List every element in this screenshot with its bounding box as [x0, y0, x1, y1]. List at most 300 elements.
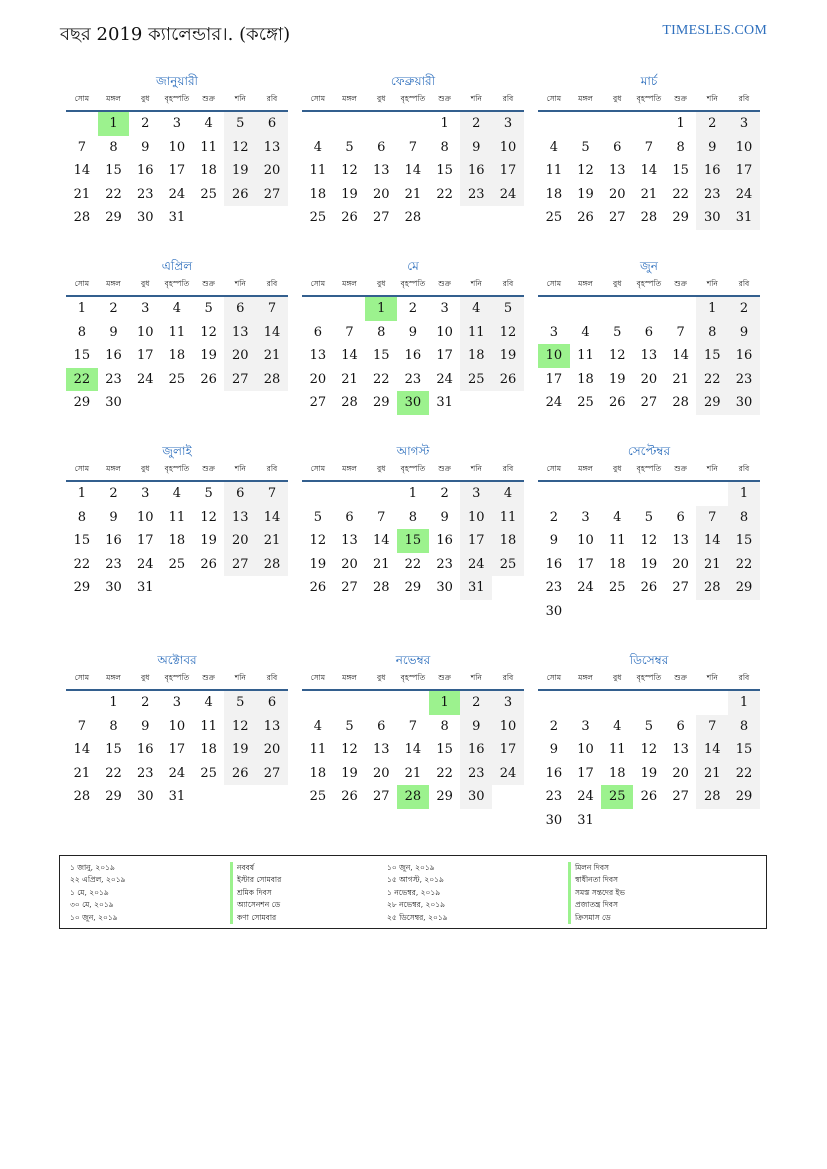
day-cell: 25: [168, 556, 186, 572]
day-cell: 29: [672, 210, 689, 225]
weekend-day-cell: 12: [492, 321, 524, 345]
day-cell: 21: [341, 371, 358, 387]
week-row: [302, 691, 524, 715]
weekend-day-cell: 26: [492, 368, 524, 392]
weekday-label: শনি: [706, 464, 718, 473]
weekday-header: [302, 460, 524, 482]
weekend-day-cell: 17: [492, 159, 524, 183]
week-row: [66, 738, 288, 762]
day-cell: 17: [136, 533, 154, 548]
weekend-day-cell: 12: [224, 715, 256, 739]
holiday-day-cell: 30: [397, 391, 429, 415]
day-cell: 27: [672, 580, 689, 595]
week-row: [538, 553, 760, 577]
month-name: জুন: [640, 259, 658, 273]
week-row: [66, 368, 288, 392]
empty-day-cell: [334, 297, 366, 321]
empty-day-cell: [460, 391, 492, 415]
weekend-day-cell: 13: [224, 506, 256, 530]
weekend-day-cell: 1: [696, 297, 728, 321]
month-name: জানুয়ারী: [156, 74, 198, 88]
day-cell: 10: [436, 324, 453, 340]
day-cell: 11: [608, 742, 626, 757]
empty-day-cell: [665, 600, 697, 624]
week-row: [66, 762, 288, 786]
day-cell: 16: [136, 163, 154, 178]
day-cell: 13: [341, 533, 358, 548]
weekend-day-cell: 3: [492, 112, 524, 136]
weekend-day-cell: 15: [728, 738, 760, 762]
day-cell: 27: [341, 580, 358, 595]
week-row: [66, 482, 288, 506]
day-cell: 13: [608, 163, 626, 178]
day-cell: 26: [200, 371, 217, 387]
day-cell: 14: [404, 742, 422, 757]
week-row: [538, 529, 760, 553]
legend-date: ১ মে, ২০১৯: [70, 887, 109, 897]
empty-day-cell: [193, 785, 225, 809]
day-cell: 19: [608, 371, 626, 387]
day-cell: 19: [341, 765, 358, 781]
empty-day-cell: [224, 576, 256, 600]
legend-holiday-name: কণা সোমবার: [230, 912, 281, 924]
day-cell: 11: [309, 742, 327, 757]
day-cell: 20: [372, 765, 390, 781]
legend-date: ১৫ আগস্ট, ২০১৯: [387, 875, 444, 885]
empty-day-cell: [696, 691, 728, 715]
week-row: [302, 321, 524, 345]
weekday-label: শনি: [234, 464, 246, 473]
weekday-label: রবি: [266, 673, 278, 682]
weekend-day-cell: 6: [256, 112, 288, 136]
weekend-day-cell: 31: [460, 576, 492, 600]
day-cell: 17: [436, 348, 453, 363]
day-cell: 14: [640, 163, 658, 178]
week-row: [538, 136, 760, 160]
weekday-label: বৃহস্পতি: [636, 464, 662, 473]
weekday-label: রবি: [502, 673, 514, 682]
weekday-label: সোম: [546, 464, 562, 473]
weekday-label: বুধ: [141, 94, 150, 103]
weekday-label: রবি: [738, 464, 750, 473]
empty-day-cell: [601, 600, 633, 624]
day-cell: 14: [672, 348, 689, 363]
week-row: [538, 715, 760, 739]
day-cell: 24: [577, 789, 594, 804]
weekend-day-cell: 14: [696, 529, 728, 553]
week-row: [538, 738, 760, 762]
week-row: [66, 297, 288, 321]
day-cell: 11: [545, 163, 563, 178]
day-cell: 22: [372, 371, 390, 387]
weekday-label: মঙ্গল: [106, 673, 121, 682]
day-cell: 8: [109, 718, 118, 734]
weekend-day-cell: 6: [224, 482, 256, 506]
empty-day-cell: [538, 297, 570, 321]
day-cell: 28: [404, 210, 422, 225]
weekend-day-cell: 19: [224, 159, 256, 183]
day-cell: 5: [204, 301, 213, 316]
month-name: সেপ্টেম্বর: [627, 444, 671, 458]
weekday-label: সোম: [74, 673, 90, 682]
weekday-label: শনি: [706, 279, 718, 288]
empty-day-cell: [570, 600, 602, 624]
weekend-day-cell: 18: [460, 344, 492, 368]
week-row: [302, 344, 524, 368]
weekday-label: বুধ: [613, 464, 622, 473]
holiday-day-cell: 10: [538, 344, 570, 368]
weekday-label: মঙ্গল: [106, 464, 121, 473]
weekday-label: রবি: [738, 673, 750, 682]
weekday-label: সোম: [74, 464, 90, 473]
empty-day-cell: [224, 391, 256, 415]
day-cell: 2: [440, 486, 449, 501]
week-row: [302, 738, 524, 762]
day-cell: 28: [372, 580, 390, 595]
weekday-label: সোম: [74, 279, 90, 288]
empty-day-cell: [538, 482, 570, 506]
empty-day-cell: [492, 785, 524, 809]
weekday-header: [538, 669, 760, 691]
day-cell: 18: [200, 742, 217, 757]
month-calendar: [66, 651, 288, 809]
day-cell: 11: [309, 163, 327, 178]
day-cell: 12: [640, 742, 658, 757]
brand-link[interactable]: TIMESLES.COM: [662, 23, 767, 38]
weekday-header: [302, 90, 524, 112]
day-cell: 18: [168, 533, 186, 548]
day-cell: 15: [372, 348, 390, 363]
day-cell: 27: [672, 789, 689, 804]
month-calendar: [302, 651, 524, 809]
empty-day-cell: [696, 482, 728, 506]
empty-day-cell: [601, 691, 633, 715]
day-cell: 7: [408, 139, 418, 155]
day-cell: 8: [77, 324, 86, 340]
holiday-day-cell: 15: [397, 529, 429, 553]
week-row: [538, 344, 760, 368]
weekend-day-cell: 30: [696, 206, 728, 230]
day-cell: 5: [313, 509, 322, 525]
empty-day-cell: [460, 206, 492, 230]
weekday-label: সোম: [546, 673, 562, 682]
day-cell: 5: [613, 324, 622, 340]
week-row: [302, 785, 524, 809]
week-row: [302, 715, 524, 739]
day-cell: 18: [200, 163, 217, 178]
weekday-label: মঙ্গল: [578, 464, 593, 473]
weekend-day-cell: 27: [256, 183, 288, 207]
day-cell: 30: [105, 395, 122, 410]
weekend-day-cell: 7: [696, 715, 728, 739]
weekend-day-cell: 24: [492, 762, 524, 786]
empty-day-cell: [492, 391, 524, 415]
legend-date: ২২ এপ্রিল, ২০১৯: [70, 875, 126, 885]
day-cell: 5: [345, 718, 354, 734]
day-cell: 31: [168, 789, 186, 804]
day-cell: 26: [577, 210, 594, 225]
empty-day-cell: [256, 785, 288, 809]
day-cell: 13: [672, 533, 689, 548]
month-name: অক্টোবর: [157, 653, 197, 667]
day-cell: 7: [676, 324, 685, 340]
empty-day-cell: [633, 691, 665, 715]
weekend-day-cell: 9: [696, 136, 728, 160]
day-cell: 4: [204, 695, 213, 710]
legend-holiday-name: অ্যাসেনশন ডে: [230, 899, 281, 911]
weekday-label: রবি: [738, 94, 750, 103]
weekend-day-cell: 16: [460, 738, 492, 762]
day-cell: 3: [141, 486, 150, 501]
day-cell: 20: [309, 371, 327, 387]
weekend-day-cell: 7: [696, 506, 728, 530]
week-row: [66, 206, 288, 230]
empty-day-cell: [429, 206, 461, 230]
weekday-label: মঙ্গল: [106, 279, 121, 288]
weekend-day-cell: 9: [460, 136, 492, 160]
holiday-day-cell: 25: [601, 785, 633, 809]
day-cell: 24: [168, 765, 186, 781]
day-cell: 15: [73, 348, 91, 363]
weekday-label: রবি: [502, 94, 514, 103]
week-row: [538, 576, 760, 600]
month-calendar: [302, 442, 524, 600]
weekend-day-cell: 27: [224, 368, 256, 392]
empty-day-cell: [334, 482, 366, 506]
weekday-header: [66, 90, 288, 112]
weekend-day-cell: 8: [728, 715, 760, 739]
weekend-day-cell: 31: [728, 206, 760, 230]
legend-holiday-name: শ্রমিক দিবস: [230, 887, 281, 899]
day-cell: 28: [73, 210, 91, 225]
holiday-day-cell: 1: [98, 112, 130, 136]
day-cell: 18: [608, 765, 626, 781]
day-cell: 24: [168, 186, 186, 202]
empty-day-cell: [224, 785, 256, 809]
day-cell: 12: [640, 533, 658, 548]
weekend-day-cell: 6: [224, 297, 256, 321]
weekend-day-cell: 23: [728, 368, 760, 392]
month-calendar: [538, 72, 760, 230]
day-cell: 21: [73, 186, 91, 202]
day-cell: 16: [545, 765, 563, 781]
day-cell: 9: [408, 324, 418, 340]
empty-day-cell: [633, 112, 665, 136]
day-cell: 29: [436, 789, 453, 804]
weekday-label: শনি: [234, 279, 246, 288]
day-cell: 21: [672, 371, 689, 387]
legend-date: ২৫ ডিসেম্বর, ২০১৯: [387, 912, 448, 922]
empty-day-cell: [665, 297, 697, 321]
week-row: [538, 368, 760, 392]
weekend-day-cell: 10: [460, 506, 492, 530]
day-cell: 7: [345, 324, 354, 340]
weekend-day-cell: 5: [492, 297, 524, 321]
day-cell: 15: [105, 742, 122, 757]
day-cell: 30: [105, 580, 122, 595]
week-row: [66, 183, 288, 207]
empty-day-cell: [397, 691, 429, 715]
empty-day-cell: [256, 391, 288, 415]
weekday-label: বুধ: [377, 94, 386, 103]
empty-day-cell: [256, 206, 288, 230]
weekend-day-cell: 10: [728, 136, 760, 160]
empty-day-cell: [334, 112, 366, 136]
week-row: [66, 112, 288, 136]
empty-day-cell: [365, 112, 397, 136]
empty-day-cell: [570, 112, 602, 136]
weekday-label: শুক্র: [674, 464, 687, 473]
week-row: [66, 344, 288, 368]
day-cell: 4: [172, 486, 182, 501]
day-cell: 29: [105, 789, 122, 804]
weekend-day-cell: 3: [492, 691, 524, 715]
day-cell: 16: [105, 533, 122, 548]
day-cell: 8: [676, 139, 685, 155]
weekend-day-cell: 5: [224, 691, 256, 715]
day-cell: 26: [608, 395, 626, 410]
weekend-day-cell: 14: [256, 321, 288, 345]
day-cell: 27: [309, 395, 327, 410]
weekday-label: শনি: [470, 464, 482, 473]
weekday-label: রবি: [502, 279, 514, 288]
day-cell: 19: [640, 765, 658, 781]
day-cell: 31: [577, 812, 594, 828]
weekend-day-cell: 26: [224, 762, 256, 786]
day-cell: 11: [200, 139, 217, 155]
day-cell: 29: [73, 395, 91, 410]
day-cell: 15: [105, 163, 122, 178]
weekday-label: বৃহস্পতি: [636, 94, 662, 103]
holiday-legend: [59, 855, 767, 929]
weekend-day-cell: 29: [728, 785, 760, 809]
day-cell: 18: [608, 556, 626, 572]
day-cell: 17: [136, 348, 154, 363]
day-cell: 31: [136, 580, 154, 595]
day-cell: 3: [549, 324, 558, 340]
day-cell: 8: [109, 139, 118, 155]
weekend-day-cell: 7: [256, 482, 288, 506]
weekday-label: বুধ: [613, 673, 622, 682]
week-row: [66, 529, 288, 553]
day-cell: 22: [672, 186, 689, 202]
day-cell: 17: [545, 371, 563, 387]
day-cell: 25: [545, 210, 563, 225]
day-cell: 12: [577, 163, 594, 178]
weekday-label: বৃহস্পতি: [164, 673, 190, 682]
empty-day-cell: [665, 482, 697, 506]
weekend-day-cell: 16: [728, 344, 760, 368]
day-cell: 5: [345, 139, 354, 155]
weekend-day-cell: 11: [460, 321, 492, 345]
day-cell: 18: [309, 186, 327, 202]
day-cell: 29: [372, 395, 390, 410]
day-cell: 20: [672, 556, 689, 572]
day-cell: 21: [73, 765, 91, 781]
weekend-day-cell: 23: [696, 183, 728, 207]
day-cell: 10: [168, 718, 186, 734]
weekday-label: বৃহস্পতি: [636, 279, 662, 288]
empty-day-cell: [601, 482, 633, 506]
day-cell: 11: [577, 348, 594, 363]
weekday-label: শুক্র: [674, 673, 687, 682]
weekend-day-cell: 8: [696, 321, 728, 345]
weekend-day-cell: 30: [460, 785, 492, 809]
day-cell: 15: [73, 533, 91, 548]
day-cell: 15: [436, 742, 453, 757]
weekday-label: শনি: [706, 673, 718, 682]
weekday-label: শনি: [234, 94, 246, 103]
weekday-header: [66, 669, 288, 691]
legend-holiday-name: প্রজাতন্ত্র দিবস: [568, 899, 625, 911]
month-name: ডিসেম্বর: [629, 653, 669, 667]
day-cell: 4: [549, 139, 558, 155]
weekday-label: শুক্র: [202, 673, 215, 682]
weekend-day-cell: 21: [256, 529, 288, 553]
month-name: এপ্রিল: [161, 259, 193, 273]
day-cell: 12: [341, 742, 358, 757]
weekday-label: বৃহস্পতি: [164, 464, 190, 473]
day-cell: 19: [309, 556, 327, 572]
weekend-day-cell: 20: [224, 344, 256, 368]
day-cell: 10: [577, 533, 594, 548]
legend-date: ১ নভেম্বর, ২০১৯: [387, 887, 441, 897]
day-cell: 25: [200, 186, 217, 202]
empty-day-cell: [538, 112, 570, 136]
day-cell: 20: [608, 186, 626, 202]
weekend-day-cell: 11: [492, 506, 524, 530]
empty-day-cell: [696, 600, 728, 624]
day-cell: 21: [404, 765, 422, 781]
holiday-day-cell: 22: [66, 368, 98, 392]
day-cell: 12: [341, 163, 358, 178]
weekend-day-cell: 30: [728, 391, 760, 415]
weekend-day-cell: 16: [460, 159, 492, 183]
day-cell: 4: [581, 324, 590, 340]
weekend-day-cell: 21: [696, 553, 728, 577]
empty-day-cell: [193, 576, 225, 600]
empty-day-cell: [538, 691, 570, 715]
weekend-day-cell: 4: [460, 297, 492, 321]
empty-day-cell: [365, 691, 397, 715]
day-cell: 11: [168, 324, 186, 340]
weekend-day-cell: 13: [256, 715, 288, 739]
weekend-day-cell: 20: [256, 738, 288, 762]
day-cell: 16: [136, 742, 154, 757]
weekend-day-cell: 27: [256, 762, 288, 786]
day-cell: 19: [341, 186, 358, 202]
weekday-label: বুধ: [141, 673, 150, 682]
weekday-label: শুক্র: [202, 94, 215, 103]
day-cell: 17: [168, 163, 186, 178]
legend-date: ১ জানু, ২০১৯: [70, 863, 115, 872]
day-cell: 9: [109, 509, 118, 525]
day-cell: 28: [341, 395, 358, 410]
weekday-label: সোম: [310, 673, 326, 682]
day-cell: 7: [77, 139, 86, 155]
week-row: [302, 297, 524, 321]
day-cell: 9: [141, 718, 150, 734]
day-cell: 12: [309, 533, 327, 548]
day-cell: 29: [404, 580, 422, 595]
day-cell: 1: [77, 301, 86, 316]
weekend-day-cell: 24: [460, 553, 492, 577]
day-cell: 10: [136, 509, 154, 525]
day-cell: 23: [136, 186, 154, 202]
day-cell: 17: [168, 742, 186, 757]
day-cell: 30: [545, 603, 563, 619]
week-row: [538, 183, 760, 207]
